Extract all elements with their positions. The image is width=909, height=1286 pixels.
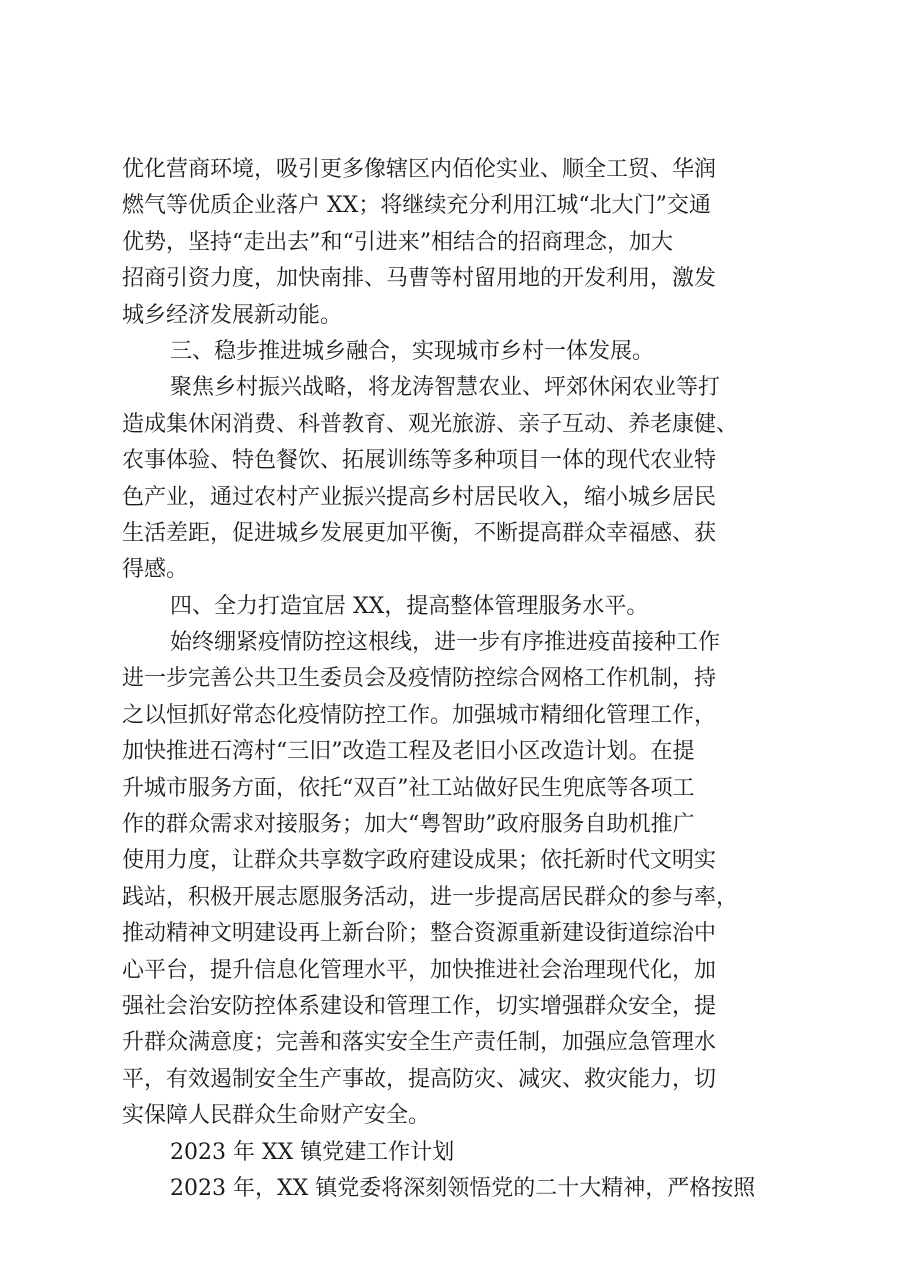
text-line: 燃气等优质企业落户 XX；将继续充分利用江城“北大门”交通 bbox=[122, 193, 711, 219]
text-line: 色产业，通过农村产业振兴提高乡村居民收入，缩小城乡居民 bbox=[122, 484, 717, 510]
text-line: 招商引资力度，加快南排、马曹等村留用地的开发利用，激发 bbox=[122, 266, 717, 292]
text-line: 践站，积极开展志愿服务活动，进一步提高居民群众的参与率， bbox=[122, 884, 739, 910]
text-line: 2023 年，XX 镇党委将深刻领悟党的二十大精神，严格按照 bbox=[170, 1175, 756, 1201]
document-body bbox=[122, 152, 802, 1207]
text-line: 优化营商环境，吸引更多像辖区内佰伦实业、顺全工贸、华润 bbox=[122, 157, 717, 182]
text-line: 造成集休闲消费、科普教育、观光旅游、亲子互动、养老康健、 bbox=[122, 411, 739, 437]
text-line: 进一步完善公共卫生委员会及疫情防控综合网格工作机制，持 bbox=[122, 666, 717, 692]
text-line: 作的群众需求对接服务；加大“粤智助”政府服务自助机推广 bbox=[122, 812, 695, 838]
text-line: 三、稳步推进城乡融合，实现城市乡村一体发展。 bbox=[170, 338, 655, 364]
text-line: 2023 年 XX 镇党建工作计划 bbox=[170, 1139, 455, 1165]
text-line: 得感。 bbox=[122, 557, 189, 583]
text-line: 优势，坚持“走出去”和“引进来”相结合的招商理念，加大 bbox=[122, 229, 673, 255]
text-line: 推动精神文明建设再上新台阶；整合资源重新建设街道综治中 bbox=[122, 921, 717, 947]
text-line: 心平台，提升信息化管理水平，加快推进社会治理现代化，加 bbox=[122, 957, 717, 983]
text-line: 始终绷紧疫情防控这根线，进一步有序推进疫苗接种工作 bbox=[170, 630, 721, 656]
text-line: 生活差距，促进城乡发展更加平衡，不断提高群众幸福感、获 bbox=[122, 520, 717, 546]
text-line: 四、全力打造宜居 XX，提高整体管理服务水平。 bbox=[170, 593, 649, 619]
text-line: 实保障人民群众生命财产安全。 bbox=[122, 1103, 431, 1129]
text-line: 聚焦乡村振兴战略，将龙涛智慧农业、坪郊休闲农业等打 bbox=[170, 375, 721, 401]
text-line: 强社会治安防控体系建设和管理工作，切实增强群众安全，提 bbox=[122, 993, 717, 1019]
text-line: 平，有效遏制安全生产事故，提高防灾、减灾、救灾能力，切 bbox=[122, 1066, 717, 1092]
text-line: 城乡经济发展新动能。 bbox=[122, 302, 343, 328]
text-line: 加快推进石湾村“三旧”改造工程及老旧小区改造计划。在提 bbox=[122, 739, 695, 765]
text-line: 升城市服务方面，依托“双百”社工站做好民生兜底等各项工 bbox=[122, 775, 695, 801]
text-line: 使用力度，让群众共享数字政府建设成果；依托新时代文明实 bbox=[122, 848, 717, 874]
text-line: 升群众满意度；完善和落实安全生产责任制，加强应急管理水 bbox=[122, 1030, 717, 1056]
text-line: 之以恒抓好常态化疫情防控工作。加强城市精细化管理工作， bbox=[122, 702, 717, 728]
text-line: 农事体验、特色餐饮、拓展训练等多种项目一体的现代农业特 bbox=[122, 448, 717, 474]
